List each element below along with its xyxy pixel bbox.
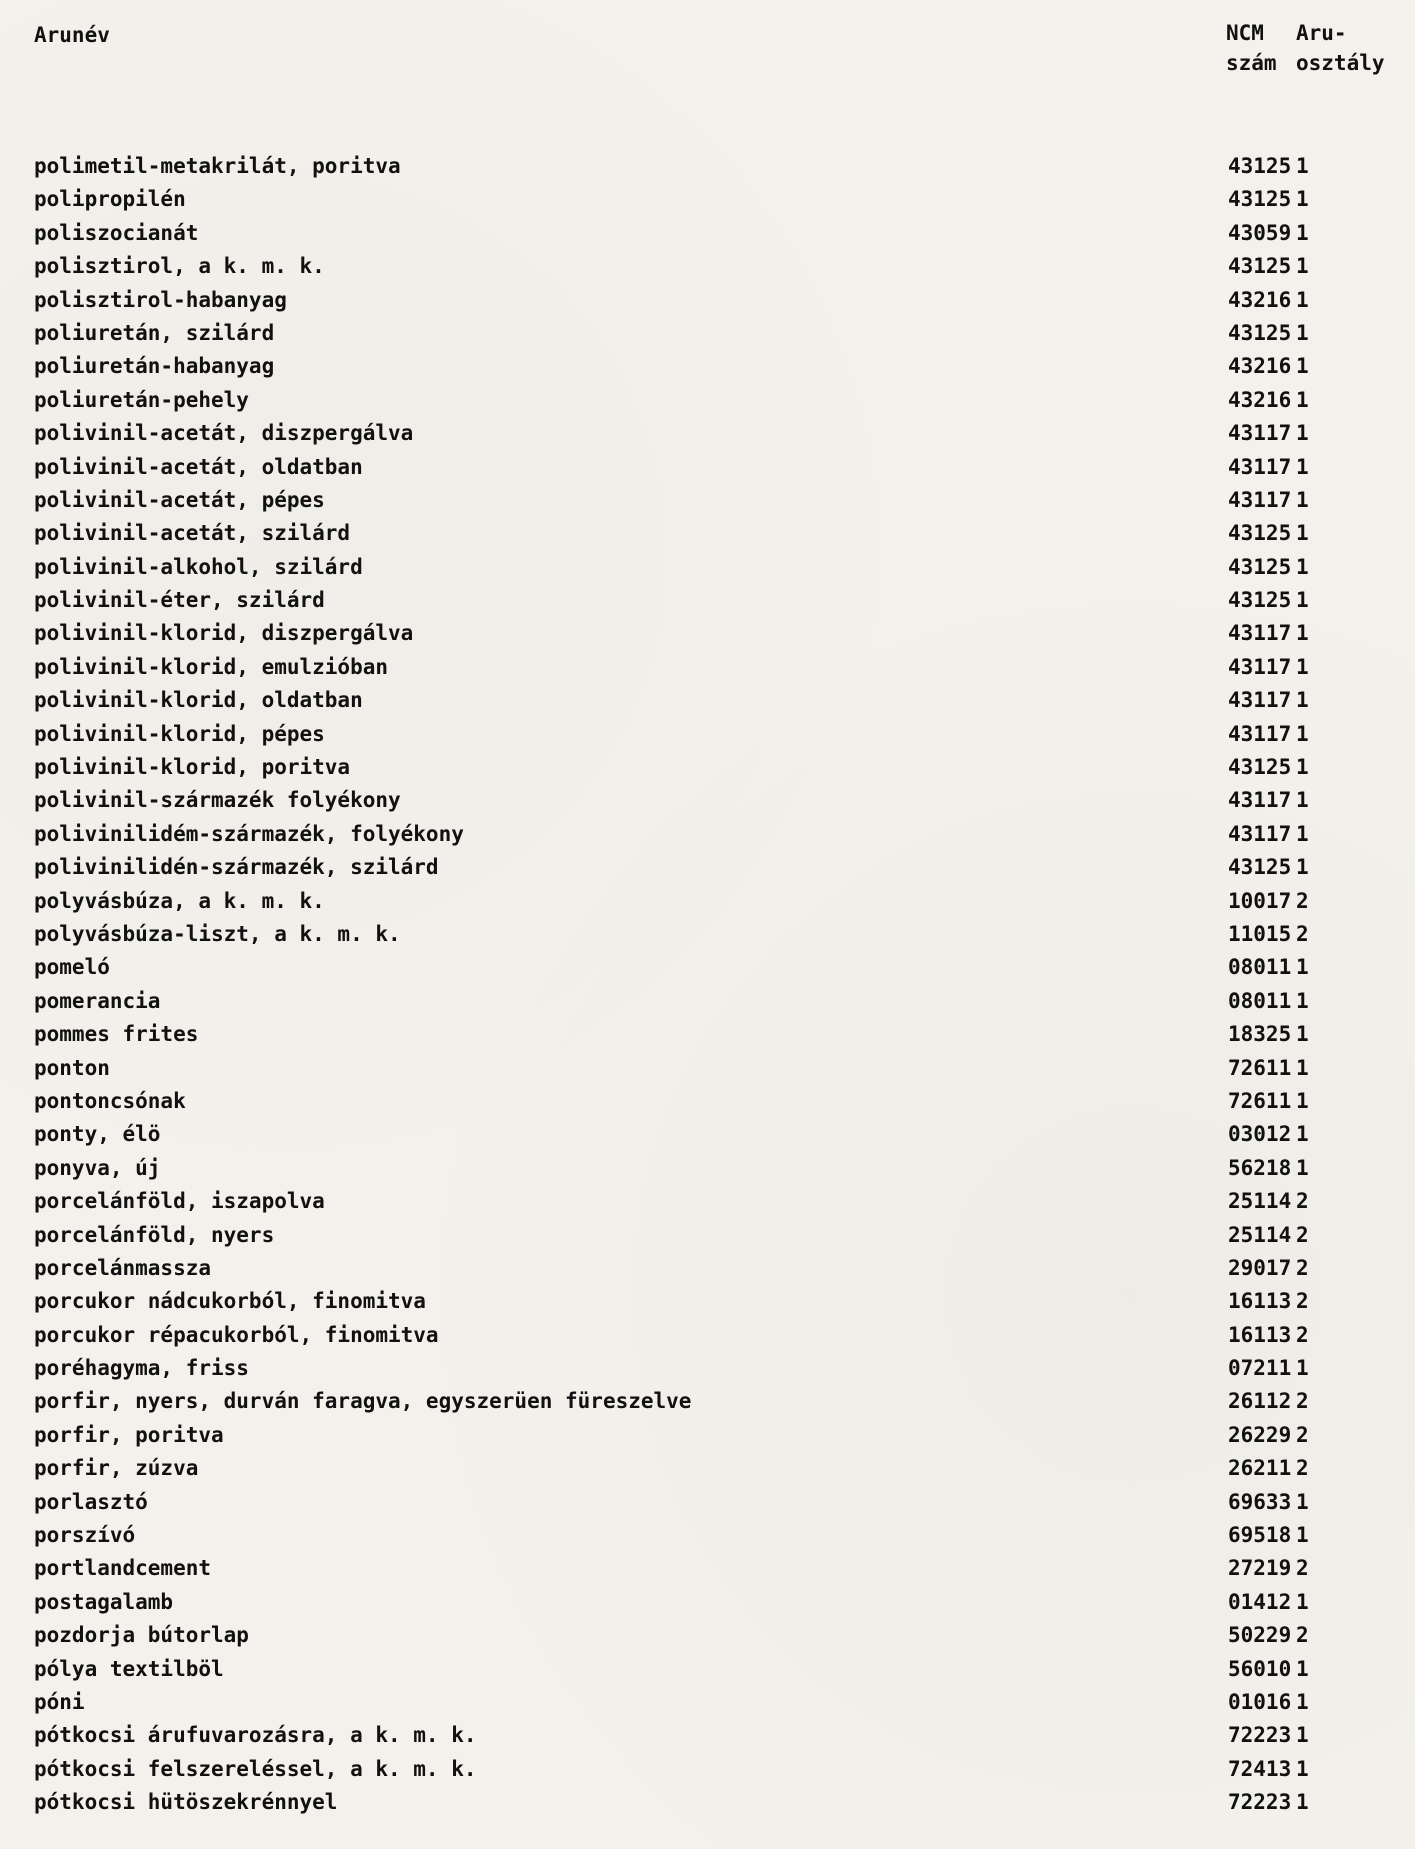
table-row [0, 1486, 1415, 1519]
product-name: ponyva, új [34, 1155, 161, 1180]
product-name: poréhagyma, friss [34, 1356, 249, 1381]
ncm-number: 43117 [1228, 688, 1292, 713]
ncm-number: 43117 [1228, 454, 1292, 479]
ncm-number: 16113 [1228, 1322, 1292, 1347]
product-name: polivinil-klorid, pépes [34, 721, 325, 746]
table-row [0, 885, 1415, 918]
product-name: polivinil-acetát, szilárd [34, 521, 351, 546]
product-class: 1 [1296, 788, 1309, 813]
product-class: 2 [1296, 1422, 1309, 1447]
product-name: porszívó [34, 1523, 136, 1548]
product-name: porcelánföld, iszapolva [34, 1189, 325, 1214]
product-class: 1 [1296, 454, 1309, 479]
table-row [0, 1285, 1415, 1318]
ncm-number: 29017 [1228, 1255, 1292, 1280]
product-class: 1 [1296, 855, 1309, 880]
table-row [0, 417, 1415, 450]
ncm-number: 18325 [1228, 1022, 1292, 1047]
table-row [0, 1319, 1415, 1352]
product-class: 1 [1296, 421, 1309, 446]
product-name: porlasztó [34, 1489, 148, 1514]
ncm-number: 43216 [1228, 354, 1292, 379]
product-name: porcelánmassza [34, 1255, 212, 1280]
ncm-number: 25114 [1228, 1189, 1292, 1214]
ncm-number: 43125 [1228, 254, 1292, 279]
product-name: poliuretán, szilárd [34, 320, 275, 345]
product-name: polyvásbúza, a k. m. k. [34, 888, 325, 913]
product-class: 1 [1296, 154, 1309, 178]
table-row [0, 1252, 1415, 1285]
table-row [0, 1653, 1415, 1686]
table-row [0, 1219, 1415, 1252]
product-name: polimetil-metakrilát, poritva [34, 154, 401, 178]
table-row [0, 1118, 1415, 1151]
ncm-number: 56218 [1228, 1155, 1292, 1180]
product-class: 1 [1296, 988, 1309, 1013]
header-ncm-label [1226, 18, 1277, 78]
ncm-number: 43125 [1228, 855, 1292, 880]
product-class: 2 [1296, 1322, 1309, 1347]
product-name: polivinil-acetát, oldatban [34, 454, 363, 479]
ncm-number: 56010 [1228, 1656, 1292, 1681]
ncm-number: 43125 [1228, 755, 1292, 780]
product-class: 2 [1296, 1222, 1309, 1247]
product-class: 1 [1296, 1055, 1309, 1080]
ncm-number: 72223 [1228, 1790, 1292, 1815]
product-name: porfir, poritva [34, 1422, 224, 1447]
header-ncm-line1: NCM [1226, 21, 1264, 45]
product-name: ponty, élö [34, 1122, 161, 1147]
product-name: poliuretán-pehely [34, 387, 249, 412]
table-row [0, 384, 1415, 417]
product-class: 1 [1296, 1723, 1309, 1748]
product-class: 1 [1296, 1122, 1309, 1147]
product-class: 1 [1296, 1589, 1309, 1614]
ncm-number: 25114 [1228, 1222, 1292, 1247]
product-class: 1 [1296, 1088, 1309, 1113]
product-name: poliszocianát [34, 220, 199, 245]
ncm-number: 01016 [1228, 1689, 1292, 1714]
ncm-number: 11015 [1228, 921, 1292, 946]
ncm-number: 07211 [1228, 1356, 1292, 1381]
product-class: 1 [1296, 654, 1309, 679]
header-class-label [1296, 18, 1385, 78]
product-class: 1 [1296, 1790, 1309, 1815]
product-name: postagalamb [34, 1589, 174, 1614]
product-class: 2 [1296, 1289, 1309, 1314]
product-name: polisztirol-habanyag [34, 287, 287, 312]
table-row [0, 150, 1415, 183]
table-row [0, 284, 1415, 317]
product-name: polivinil-származék folyékony [34, 788, 401, 813]
ncm-number: 43125 [1228, 187, 1292, 212]
table-row [0, 1586, 1415, 1619]
product-name: polisztirol, a k. m. k. [34, 254, 325, 279]
table-row [0, 584, 1415, 617]
table-row [0, 1052, 1415, 1085]
table-row [0, 951, 1415, 984]
product-class: 2 [1296, 1456, 1309, 1481]
table-row [0, 551, 1415, 584]
ncm-number: 72223 [1228, 1723, 1292, 1748]
table-row [0, 684, 1415, 717]
table-row [0, 1552, 1415, 1585]
ncm-number: 50229 [1228, 1623, 1292, 1648]
table-row [0, 1686, 1415, 1719]
table-row [0, 1753, 1415, 1786]
table-row [0, 250, 1415, 283]
ncm-number: 69518 [1228, 1523, 1292, 1548]
table-row [0, 918, 1415, 951]
product-class: 2 [1296, 1389, 1309, 1414]
product-name: pontoncsónak [34, 1088, 186, 1113]
table-row [0, 985, 1415, 1018]
ncm-number: 43117 [1228, 721, 1292, 746]
table-row [0, 818, 1415, 851]
table-row [0, 183, 1415, 216]
ncm-number: 26229 [1228, 1422, 1292, 1447]
ncm-number: 43117 [1228, 487, 1292, 512]
table-row [0, 1085, 1415, 1118]
product-name: porcukor répacukorból, finomitva [34, 1322, 439, 1347]
header-ncm-line2: szám [1226, 51, 1277, 75]
table-row [0, 617, 1415, 650]
product-class: 1 [1296, 621, 1309, 646]
ncm-number: 43125 [1228, 554, 1292, 579]
table-row [0, 1385, 1415, 1418]
product-class: 1 [1296, 387, 1309, 412]
product-name: pótkocsi hütöszekrénnyel [34, 1790, 338, 1815]
ncm-number: 03012 [1228, 1122, 1292, 1147]
ncm-number: 43125 [1228, 521, 1292, 546]
product-name: pótkocsi árufuvarozásra, a k. m. k. [34, 1723, 477, 1748]
product-class: 2 [1296, 921, 1309, 946]
table-row [0, 317, 1415, 350]
table-row [0, 1152, 1415, 1185]
product-name: pommes frites [34, 1022, 199, 1047]
product-name: polivinilidém-származék, folyékony [34, 821, 464, 846]
ncm-number: 43117 [1228, 821, 1292, 846]
product-class: 1 [1296, 220, 1309, 245]
table-row [0, 451, 1415, 484]
table-row [0, 851, 1415, 884]
product-name: pozdorja bútorlap [34, 1623, 249, 1648]
table-row [0, 651, 1415, 684]
product-class: 2 [1296, 888, 1309, 913]
product-class: 1 [1296, 554, 1309, 579]
product-name: pomerancia [34, 988, 161, 1013]
product-class: 1 [1296, 1523, 1309, 1548]
product-name: polivinil-klorid, diszpergálva [34, 621, 414, 646]
product-name: polivinil-acetát, diszpergálva [34, 421, 414, 446]
product-name: ponton [34, 1055, 110, 1080]
ncm-number: 72611 [1228, 1088, 1292, 1113]
ncm-number: 26112 [1228, 1389, 1292, 1414]
ncm-number: 08011 [1228, 988, 1292, 1013]
ncm-number: 43125 [1228, 588, 1292, 613]
product-class: 1 [1296, 1489, 1309, 1514]
ncm-number: 08011 [1228, 955, 1292, 980]
product-name: polivinilidén-származék, szilárd [34, 855, 439, 880]
ncm-number: 72413 [1228, 1756, 1292, 1781]
product-name: porfir, zúzva [34, 1456, 199, 1481]
product-name: polyvásbúza-liszt, a k. m. k. [34, 921, 401, 946]
product-name: pólya textilböl [34, 1656, 224, 1681]
product-list [0, 150, 1415, 1820]
product-name: polivinil-klorid, emulzióban [34, 654, 389, 679]
header-class-line2: osztály [1296, 51, 1385, 75]
product-name: polivinil-klorid, oldatban [34, 688, 363, 713]
table-header [0, 18, 1415, 88]
table-row [0, 1018, 1415, 1051]
ncm-number: 26211 [1228, 1456, 1292, 1481]
product-class: 2 [1296, 1623, 1309, 1648]
table-row [0, 1619, 1415, 1652]
product-name: polivinil-acetát, pépes [34, 487, 325, 512]
table-row [0, 1419, 1415, 1452]
product-class: 1 [1296, 1689, 1309, 1714]
ncm-number: 16113 [1228, 1289, 1292, 1314]
ncm-number: 43216 [1228, 287, 1292, 312]
ncm-number: 43125 [1228, 154, 1292, 178]
product-name: portlandcement [34, 1556, 212, 1581]
product-name: póni [34, 1689, 85, 1714]
ncm-number: 43125 [1228, 320, 1292, 345]
table-row [0, 484, 1415, 517]
table-row [0, 350, 1415, 383]
table-row [0, 1185, 1415, 1218]
header-class-line1: Aru- [1296, 21, 1347, 45]
ncm-number: 43059 [1228, 220, 1292, 245]
table-row [0, 217, 1415, 250]
ncm-number: 43117 [1228, 621, 1292, 646]
table-row [0, 1786, 1415, 1819]
product-class: 1 [1296, 755, 1309, 780]
table-row [0, 718, 1415, 751]
table-row [0, 1519, 1415, 1552]
product-name: pótkocsi felszereléssel, a k. m. k. [34, 1756, 477, 1781]
product-class: 1 [1296, 254, 1309, 279]
product-class: 1 [1296, 521, 1309, 546]
product-class: 1 [1296, 955, 1309, 980]
product-class: 1 [1296, 1656, 1309, 1681]
product-class: 1 [1296, 187, 1309, 212]
product-name: porcukor nádcukorból, finomitva [34, 1289, 426, 1314]
product-name: poliuretán-habanyag [34, 354, 275, 379]
product-name: pomeló [34, 955, 110, 980]
product-class: 1 [1296, 1155, 1309, 1180]
product-class: 1 [1296, 721, 1309, 746]
ncm-number: 72611 [1228, 1055, 1292, 1080]
product-class: 1 [1296, 821, 1309, 846]
product-class: 1 [1296, 287, 1309, 312]
ncm-number: 43216 [1228, 387, 1292, 412]
table-row [0, 1452, 1415, 1485]
product-class: 1 [1296, 688, 1309, 713]
table-row [0, 784, 1415, 817]
product-class: 1 [1296, 588, 1309, 613]
product-name: porcelánföld, nyers [34, 1222, 275, 1247]
product-class: 1 [1296, 1022, 1309, 1047]
table-row [0, 751, 1415, 784]
product-class: 1 [1296, 1356, 1309, 1381]
ncm-number: 10017 [1228, 888, 1292, 913]
product-class: 1 [1296, 320, 1309, 345]
ncm-number: 43117 [1228, 788, 1292, 813]
table-row [0, 1719, 1415, 1752]
table-row [0, 1352, 1415, 1385]
product-name: polivinil-alkohol, szilárd [34, 554, 363, 579]
product-name: polivinil-éter, szilárd [34, 588, 325, 613]
ncm-number: 27219 [1228, 1556, 1292, 1581]
product-name: polivinil-klorid, poritva [34, 755, 351, 780]
ncm-number: 01412 [1228, 1589, 1292, 1614]
product-class: 2 [1296, 1556, 1309, 1581]
table-row [0, 517, 1415, 550]
product-class: 2 [1296, 1255, 1309, 1280]
ncm-number: 43117 [1228, 654, 1292, 679]
product-class: 2 [1296, 1189, 1309, 1214]
ncm-number: 69633 [1228, 1489, 1292, 1514]
product-name: polipropilén [34, 187, 186, 212]
ncm-number: 43117 [1228, 421, 1292, 446]
product-class: 1 [1296, 354, 1309, 379]
product-class: 1 [1296, 1756, 1309, 1781]
header-name-label: Arunév [34, 23, 110, 47]
product-class: 1 [1296, 487, 1309, 512]
product-name: porfir, nyers, durván faragva, egyszerüen füreszelve [34, 1389, 692, 1414]
